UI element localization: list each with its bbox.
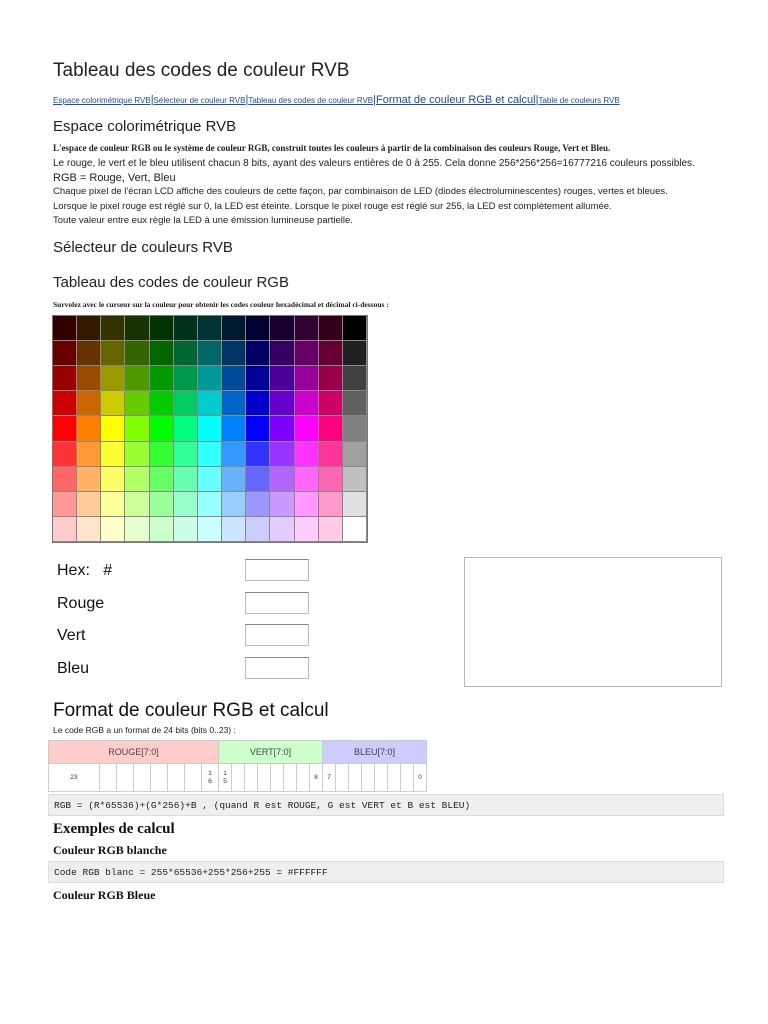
color-swatch[interactable] (198, 366, 222, 391)
color-swatch[interactable] (174, 391, 198, 416)
bit-cell (232, 764, 245, 792)
nav-link[interactable]: Sélecteur de couleur RVB (153, 96, 246, 105)
color-swatch[interactable] (319, 416, 343, 441)
color-swatch[interactable] (150, 316, 174, 341)
color-swatch[interactable] (295, 366, 319, 391)
link-separator: | (245, 94, 249, 106)
color-swatch[interactable] (343, 467, 367, 492)
format-subtitle: Le code RGB a un format de 24 bits (bits 0..23) : (53, 725, 236, 735)
color-swatch[interactable] (101, 316, 125, 341)
color-swatch[interactable] (174, 467, 198, 492)
color-swatch[interactable] (53, 316, 77, 341)
bit-cell (134, 764, 151, 792)
blue-label: Bleu (57, 660, 90, 677)
color-swatch[interactable] (270, 316, 294, 341)
color-swatch[interactable] (174, 442, 198, 467)
color-swatch[interactable] (77, 442, 101, 467)
page-title: Tableau des codes de couleur RVB (53, 60, 350, 81)
intro-line-1: Le rouge, le vert et le bleu utilisent chacun 8 bits, ayant des valeurs entières de 0 à 255. Cela donne 256*256*256=16777216 couleurs possibles. (53, 158, 695, 169)
color-swatch[interactable] (53, 442, 77, 467)
format-heading: Format de couleur RGB et calcul (53, 700, 329, 721)
color-swatch[interactable] (270, 416, 294, 441)
color-swatch[interactable] (198, 492, 222, 517)
color-swatch[interactable] (125, 442, 149, 467)
color-swatch[interactable] (343, 517, 367, 542)
color-preview-box (464, 557, 722, 687)
color-swatch[interactable] (246, 341, 270, 366)
white-example-heading: Couleur RGB blanche (53, 843, 167, 857)
bit-cell (245, 764, 258, 792)
color-swatch[interactable] (222, 416, 246, 441)
color-swatch[interactable] (246, 517, 270, 542)
green-label: Vert (57, 627, 86, 644)
color-swatch[interactable] (125, 517, 149, 542)
color-swatch[interactable] (77, 341, 101, 366)
bit-cell (388, 764, 401, 792)
color-swatch[interactable] (198, 316, 222, 341)
color-swatch[interactable] (319, 316, 343, 341)
color-swatch[interactable] (270, 467, 294, 492)
color-swatch[interactable] (246, 316, 270, 341)
color-swatch[interactable] (270, 341, 294, 366)
color-swatch[interactable] (319, 492, 343, 517)
section-heading-selector: Sélecteur de couleurs RVB (53, 239, 233, 256)
color-swatch[interactable] (246, 442, 270, 467)
nav-link[interactable]: Format de couleur RGB et calcul (376, 94, 536, 106)
bit-cell (168, 764, 185, 792)
color-swatch[interactable] (125, 492, 149, 517)
color-swatch[interactable] (125, 467, 149, 492)
color-swatch[interactable] (53, 366, 77, 391)
color-swatch[interactable] (101, 416, 125, 441)
color-swatch[interactable] (295, 316, 319, 341)
examples-heading: Exemples de calcul (53, 821, 175, 837)
section-heading-color-space: Espace colorimétrique RVB (53, 118, 237, 135)
bit-cell: 0 (414, 764, 427, 792)
color-swatch[interactable] (101, 442, 125, 467)
nav-links (53, 94, 620, 106)
bit-cell: 7 (323, 764, 336, 792)
color-swatch[interactable] (295, 416, 319, 441)
color-swatch[interactable] (125, 316, 149, 341)
bit-format-table (48, 740, 427, 792)
color-swatch[interactable] (343, 316, 367, 341)
bit-cell (362, 764, 375, 792)
color-swatch[interactable] (77, 366, 101, 391)
blue-example-heading: Couleur RGB Bleue (53, 888, 156, 902)
intro-line-2: RGB = Rouge, Vert, Bleu (53, 172, 176, 184)
link-separator: | (150, 94, 154, 106)
bit-cell (100, 764, 117, 792)
color-swatch[interactable] (319, 467, 343, 492)
color-swatch[interactable] (101, 366, 125, 391)
color-swatch[interactable] (198, 517, 222, 542)
bit-band-label: VERT[7:0] (219, 741, 323, 764)
color-swatch[interactable] (150, 416, 174, 441)
red-label: Rouge (57, 595, 105, 612)
color-swatch[interactable] (270, 492, 294, 517)
intro-line-5: Toute valeur entre eux règle la LED à une émission lumineuse partielle. (53, 215, 353, 226)
color-swatch[interactable] (270, 391, 294, 416)
color-swatch[interactable] (174, 517, 198, 542)
color-swatch[interactable] (246, 391, 270, 416)
white-code: Code RGB blanc = 255*65536+255*256+255 = #FFFFFF (48, 861, 724, 883)
bit-cell (151, 764, 168, 792)
hex-input[interactable] (245, 559, 309, 581)
table-note: Survolez avec le curseur sur la couleur pour obtenir les codes couleur hexadécimal et décimal ci-dessous : (53, 300, 389, 309)
color-swatch[interactable] (343, 416, 367, 441)
color-swatch[interactable] (53, 467, 77, 492)
color-swatch[interactable] (222, 391, 246, 416)
red-input[interactable] (245, 592, 309, 614)
color-swatch[interactable] (150, 467, 174, 492)
color-swatch[interactable] (246, 467, 270, 492)
color-swatch[interactable] (270, 366, 294, 391)
color-swatch[interactable] (150, 341, 174, 366)
blue-input[interactable] (245, 657, 309, 679)
formula-code: RGB = (R*65536)+(G*256)+B , (quand R est ROUGE, G est VERT et B est BLEU) (48, 794, 724, 816)
green-input[interactable] (245, 624, 309, 646)
color-swatch[interactable] (125, 416, 149, 441)
color-swatch[interactable] (150, 517, 174, 542)
color-swatch[interactable] (150, 492, 174, 517)
color-swatch[interactable] (101, 391, 125, 416)
color-swatch[interactable] (198, 467, 222, 492)
color-swatch[interactable] (125, 391, 149, 416)
bit-cell (271, 764, 284, 792)
color-swatch[interactable] (295, 467, 319, 492)
nav-link[interactable]: Table de couleurs RVB (538, 96, 620, 105)
color-swatch[interactable] (101, 492, 125, 517)
color-swatch[interactable] (295, 341, 319, 366)
nav-link[interactable]: Espace colorimétrique RVB (53, 96, 151, 105)
color-swatch[interactable] (343, 341, 367, 366)
color-swatch[interactable] (174, 416, 198, 441)
bit-cell: 8 (310, 764, 323, 792)
hex-label: Hex: # (57, 562, 113, 579)
bit-cell (297, 764, 310, 792)
color-swatch[interactable] (53, 492, 77, 517)
color-swatch[interactable] (53, 341, 77, 366)
color-swatch[interactable] (77, 467, 101, 492)
bit-cell: 23 (49, 764, 100, 792)
color-swatch[interactable] (150, 442, 174, 467)
color-swatch[interactable] (343, 391, 367, 416)
link-separator: | (373, 94, 376, 106)
color-swatch[interactable] (174, 366, 198, 391)
color-swatch[interactable] (174, 316, 198, 341)
color-swatch[interactable] (222, 316, 246, 341)
color-swatch[interactable] (319, 442, 343, 467)
bit-cell (336, 764, 349, 792)
color-swatch[interactable] (222, 341, 246, 366)
bit-band-label: ROUGE[7:0] (49, 741, 219, 764)
color-swatch[interactable] (198, 416, 222, 441)
color-swatch[interactable] (174, 492, 198, 517)
color-swatch[interactable] (222, 467, 246, 492)
color-swatch[interactable] (295, 517, 319, 542)
color-swatch[interactable] (270, 517, 294, 542)
bit-band-label: BLEU[7:0] (323, 741, 427, 764)
color-swatch[interactable] (150, 366, 174, 391)
link-separator: | (535, 94, 539, 106)
color-swatch[interactable] (270, 442, 294, 467)
bit-cell: 15 (219, 764, 232, 792)
color-swatch[interactable] (319, 366, 343, 391)
color-swatch[interactable] (319, 391, 343, 416)
color-swatch[interactable] (222, 492, 246, 517)
intro-line-4: Lorsque le pixel rouge est réglé sur 0, la LED est éteinte. Lorsque le pixel rouge est réglé sur 255, la LED est complètement allumée. (53, 201, 612, 212)
color-swatch[interactable] (246, 492, 270, 517)
color-swatch[interactable] (246, 416, 270, 441)
bit-cell (401, 764, 414, 792)
color-swatch[interactable] (198, 442, 222, 467)
color-swatch[interactable] (319, 341, 343, 366)
color-swatch[interactable] (295, 442, 319, 467)
color-swatch[interactable] (77, 316, 101, 341)
color-swatch[interactable] (295, 391, 319, 416)
nav-link[interactable]: Tableau des codes de couleur RVB (248, 96, 374, 105)
bit-cell (375, 764, 388, 792)
bit-cell (258, 764, 271, 792)
color-swatch[interactable] (53, 391, 77, 416)
color-swatch[interactable] (222, 366, 246, 391)
color-swatch[interactable] (77, 391, 101, 416)
intro-line-3: Chaque pixel de l'écran LCD affiche des couleurs de cette façon, par combinaison de LED (diodes électroluminescentes) rouges, vertes et bleues. (53, 186, 668, 197)
color-swatch[interactable] (295, 492, 319, 517)
color-swatch[interactable] (53, 517, 77, 542)
color-swatch[interactable] (198, 341, 222, 366)
color-swatch[interactable] (174, 341, 198, 366)
color-swatch[interactable] (101, 467, 125, 492)
bit-cell: 16 (202, 764, 219, 792)
color-swatch[interactable] (246, 366, 270, 391)
color-swatch[interactable] (125, 366, 149, 391)
color-swatch[interactable] (222, 442, 246, 467)
color-swatch[interactable] (319, 517, 343, 542)
section-heading-table: Tableau des codes de couleur RGB (53, 274, 289, 291)
color-swatch[interactable] (77, 416, 101, 441)
bit-cell (284, 764, 297, 792)
bit-cell (117, 764, 134, 792)
color-swatch[interactable] (343, 492, 367, 517)
color-swatch[interactable] (77, 517, 101, 542)
color-swatch[interactable] (198, 391, 222, 416)
bit-cell (185, 764, 202, 792)
color-swatch[interactable] (77, 492, 101, 517)
color-swatch[interactable] (343, 366, 367, 391)
color-swatch[interactable] (53, 416, 77, 441)
color-grid (52, 315, 368, 543)
intro-bold-line: L'espace de couleur RGB ou le système de couleur RGB, construit toutes les couleurs à partir de la combinaison des couleurs Rouge, Vert et Bleu. (53, 143, 611, 153)
color-swatch[interactable] (150, 391, 174, 416)
bit-cell (349, 764, 362, 792)
color-swatch[interactable] (222, 517, 246, 542)
color-swatch[interactable] (101, 341, 125, 366)
color-swatch[interactable] (101, 517, 125, 542)
color-swatch[interactable] (343, 442, 367, 467)
color-swatch[interactable] (125, 341, 149, 366)
